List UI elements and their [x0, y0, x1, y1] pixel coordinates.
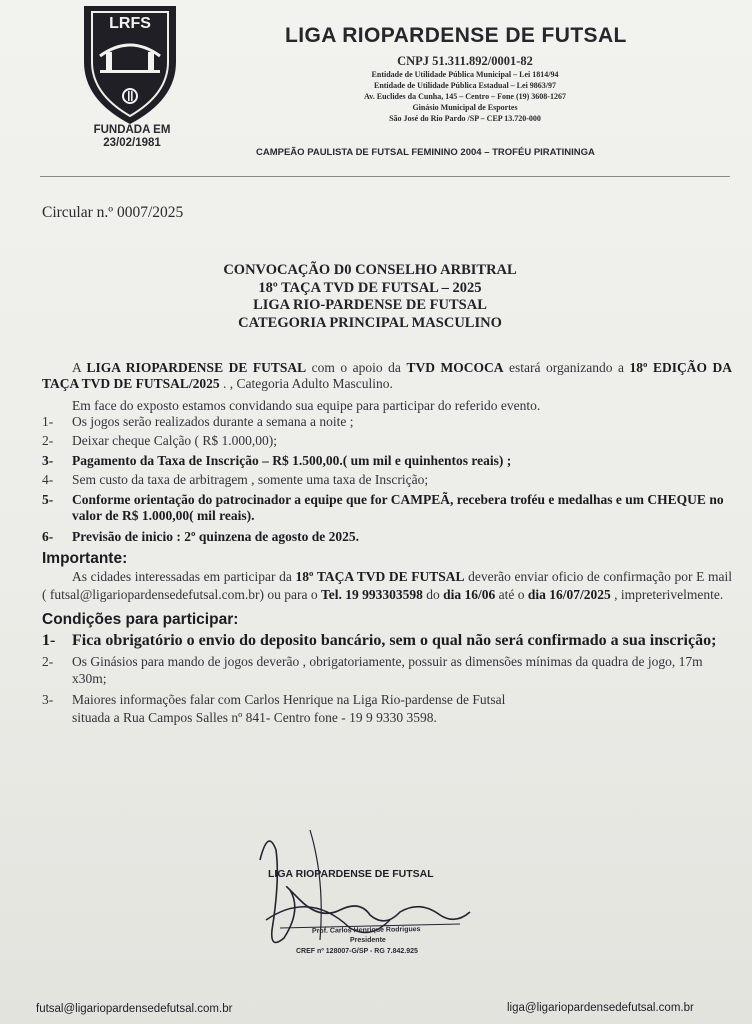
- invite-paragraph: Em face do exposto estamos convidando sua equipe para participar do referido evento.: [72, 398, 541, 413]
- signatory-name: Prof. Carlos Henrique Rodrigues: [311, 926, 421, 935]
- list-item: 4- Sem custo da taxa de arbitragem , somente uma taxa de Inscrição;: [42, 472, 429, 487]
- org-name: LIGA RIOPARDENSE DE FUTSAL: [285, 24, 627, 47]
- list-item: 1- Os jogos serão realizados durante a semana a noite ;: [42, 414, 354, 429]
- footer-email-right: liga@ligariopardensedefutsal.com.br: [507, 1002, 694, 1014]
- title-line: LIGA RIO-PARDENSE DE FUTSAL: [253, 297, 487, 313]
- circular-number: Circular n.º 0007/2025: [42, 204, 184, 221]
- list-item: 2- Os Ginásios para mando de jogos deverão , obrigatoriamente, possuir as dimensões mínimas da quadra de jogo, 17m x30m;: [42, 654, 703, 686]
- org-info-line: Entidade de Utilidade Pública Estadual – Lei 9863/97: [373, 81, 557, 90]
- signatory-role: Presidente: [350, 937, 386, 944]
- lrfs-logo: [78, 4, 182, 126]
- org-info-line: Entidade de Utilidade Pública Municipal – Lei 1814/94: [371, 70, 559, 79]
- list-item: 3- Maiores informações falar com Carlos Henrique na Liga Rio-pardense de Futsal situada a Rua Campos Salles nº 841- Centro fone - 19 9 9330 3598.: [42, 692, 506, 725]
- title-line: 18º TAÇA TVD DE FUTSAL – 2025: [258, 279, 482, 296]
- footer-email-left: futsal@ligariopardensedefutsal.com.br: [36, 1003, 233, 1015]
- list-item: 1- Fica obrigatório o envio do deposito bancário, sem o qual não será confirmado a sua inscrição;: [42, 632, 717, 649]
- signatory-registration: CREF nº 128007-G/SP - RG 7.842.925: [296, 948, 418, 955]
- header-divider: [40, 176, 730, 177]
- champion-banner: CAMPEÃO PAULISTA DE FUTSAL FEMININO 2004 – TROFÉU PIRATININGA: [256, 147, 595, 158]
- logo-text: LRFS: [109, 15, 151, 32]
- intro-paragraph: A LIGA RIOPARDENSE DE FUTSAL com o apoio da TVD MOCOCA estará organizando a 18º EDIÇÃO DA TAÇA TVD DE FUTSAL/2025 . , Categoria Adulto Masculino.: [42, 360, 732, 391]
- signature-org: LIGA RIOPARDENSE DE FUTSAL: [268, 868, 434, 880]
- title-line: CATEGORIA PRINCIPAL MASCULINO: [238, 314, 502, 331]
- list-item: 3- Pagamento da Taxa de Inscrição – R$ 1.500,00.( um mil e quinhentos reais) ;: [42, 453, 512, 468]
- list-item: 2- Deixar cheque Calção ( R$ 1.000,00);: [42, 433, 278, 448]
- founded-date: FUNDADA EM 23/02/1981: [93, 124, 171, 149]
- cnpj: CNPJ 51.311.892/0001-82: [397, 54, 533, 68]
- org-info-line: Av. Euclides da Cunha, 145 – Centro – Fone (19) 3608-1267: [364, 92, 566, 101]
- org-info-line: São José do Rio Pardo /SP – CEP 13.720-000: [389, 114, 541, 123]
- list-item: 6- Previsão de inicio : 2º quinzena de agosto de 2025.: [42, 529, 359, 544]
- org-info: [300, 54, 630, 124]
- important-heading: Importante:: [42, 550, 128, 567]
- document-title: [120, 262, 620, 332]
- list-item: 5- Conforme orientação do patrocinador a equipe que for CAMPEÃ, recebera troféu e medalhas e um CHEQUE no valor de R$ 1.000,00( mil reais).: [42, 492, 724, 523]
- conditions-heading: Condições para participar:: [42, 611, 239, 628]
- title-line: CONVOCAÇÃO D0 CONSELHO ARBITRAL: [223, 262, 517, 278]
- org-info-line: Ginásio Municipal de Esportes: [412, 103, 518, 112]
- important-paragraph: As cidades interessadas em participar da 18º TAÇA TVD DE FUTSAL deverão enviar oficio de confirmação por E mail ( futsal@ligariopardensedefutsal.com.br) ou para o Tel. 19 993303598 do dia 16/06 até o dia 16/07/2025 , impreterivelmente.: [42, 569, 732, 602]
- document-body: [42, 360, 732, 727]
